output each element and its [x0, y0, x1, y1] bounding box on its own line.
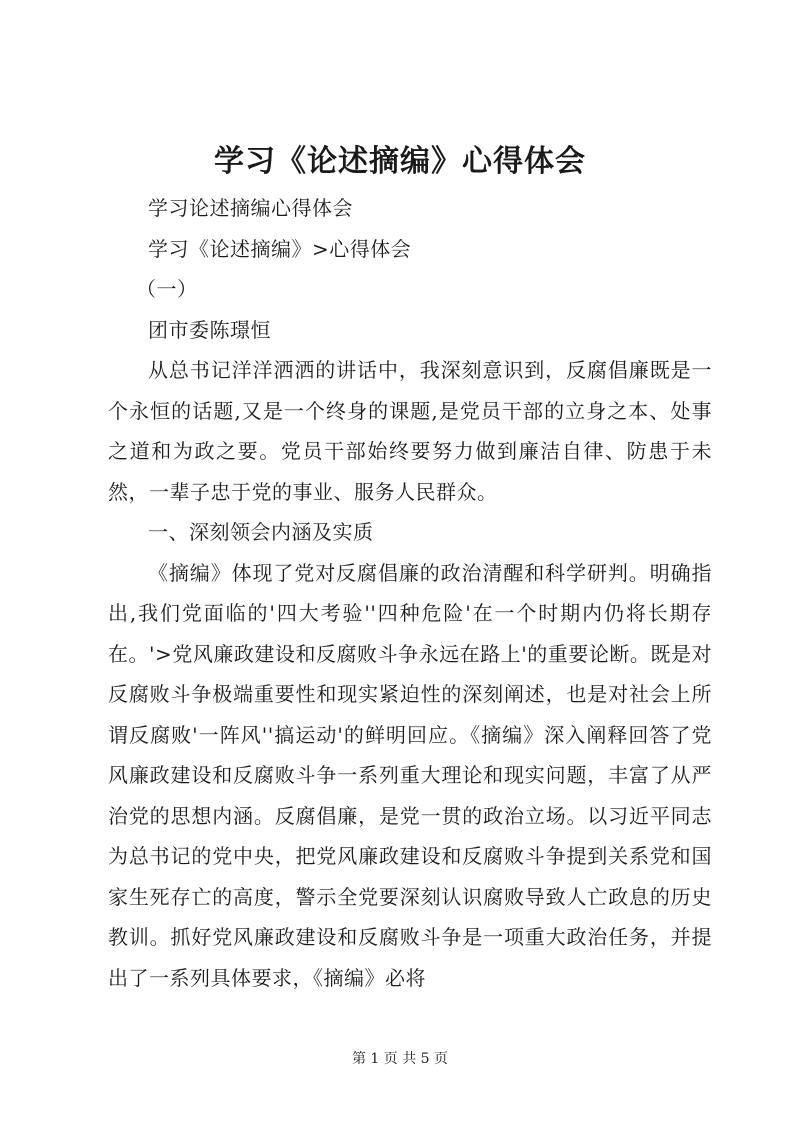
section-number: （一） [136, 277, 198, 301]
body-paragraph: 《摘编》体现了党对反腐倡廉的政治清醒和科学研判。明确指出,我们党面临的'四大考验''四种危险'在一个时期内仍将长期存在。'>党风廉政建设和反腐败斗争永远在路上'的重要论断。既是对反腐败斗争极端重要性和现实紧迫性的深刻阐述，也是对社会上所谓反腐败'一阵风''搞运动'的鲜明回应。《摘编》深入阐释回答了党风廉政建设和反腐败斗争一系列重大理论和现实问题，丰富了从严治党的思想内涵。反腐倡廉，是党一贯的政治立场。以习近平同志为总书记的党中央，把党风廉政建设和反腐败斗争提到关系党和国家生死存亡的高度，警示全党要深刻认识腐败导致人亡政息的历史教训。抓好党风廉政建设和反腐败斗争是一项重大政治任务，并提出了一系列具体要求，《摘编》必将 [108, 560, 712, 990]
subtitle-paragraph: 学习《论述摘编》>心得体会 [148, 236, 412, 261]
document-title: 学习《论述摘编》心得体会 [214, 144, 586, 179]
body-paragraph: 从总书记洋洋洒洒的讲话中，我深刻意识到，反腐倡廉既是一个永恒的话题,又是一个终身的课题,是党员干部的立身之本、处事之道和为政之要。党员干部始终要努力做到廉洁自律、防患于未然，一辈子忠于党的事业、服务人民群众。 [108, 358, 712, 504]
subtitle-paragraph: 学习论述摘编心得体会 [148, 196, 353, 220]
document-body [108, 188, 712, 998]
section-heading: 一、深刻领会内涵及实质 [148, 520, 374, 544]
author-line: 团市委陈璟恒 [148, 317, 271, 342]
page-footer: 第 1 页 共 5 页 [351, 1051, 449, 1067]
